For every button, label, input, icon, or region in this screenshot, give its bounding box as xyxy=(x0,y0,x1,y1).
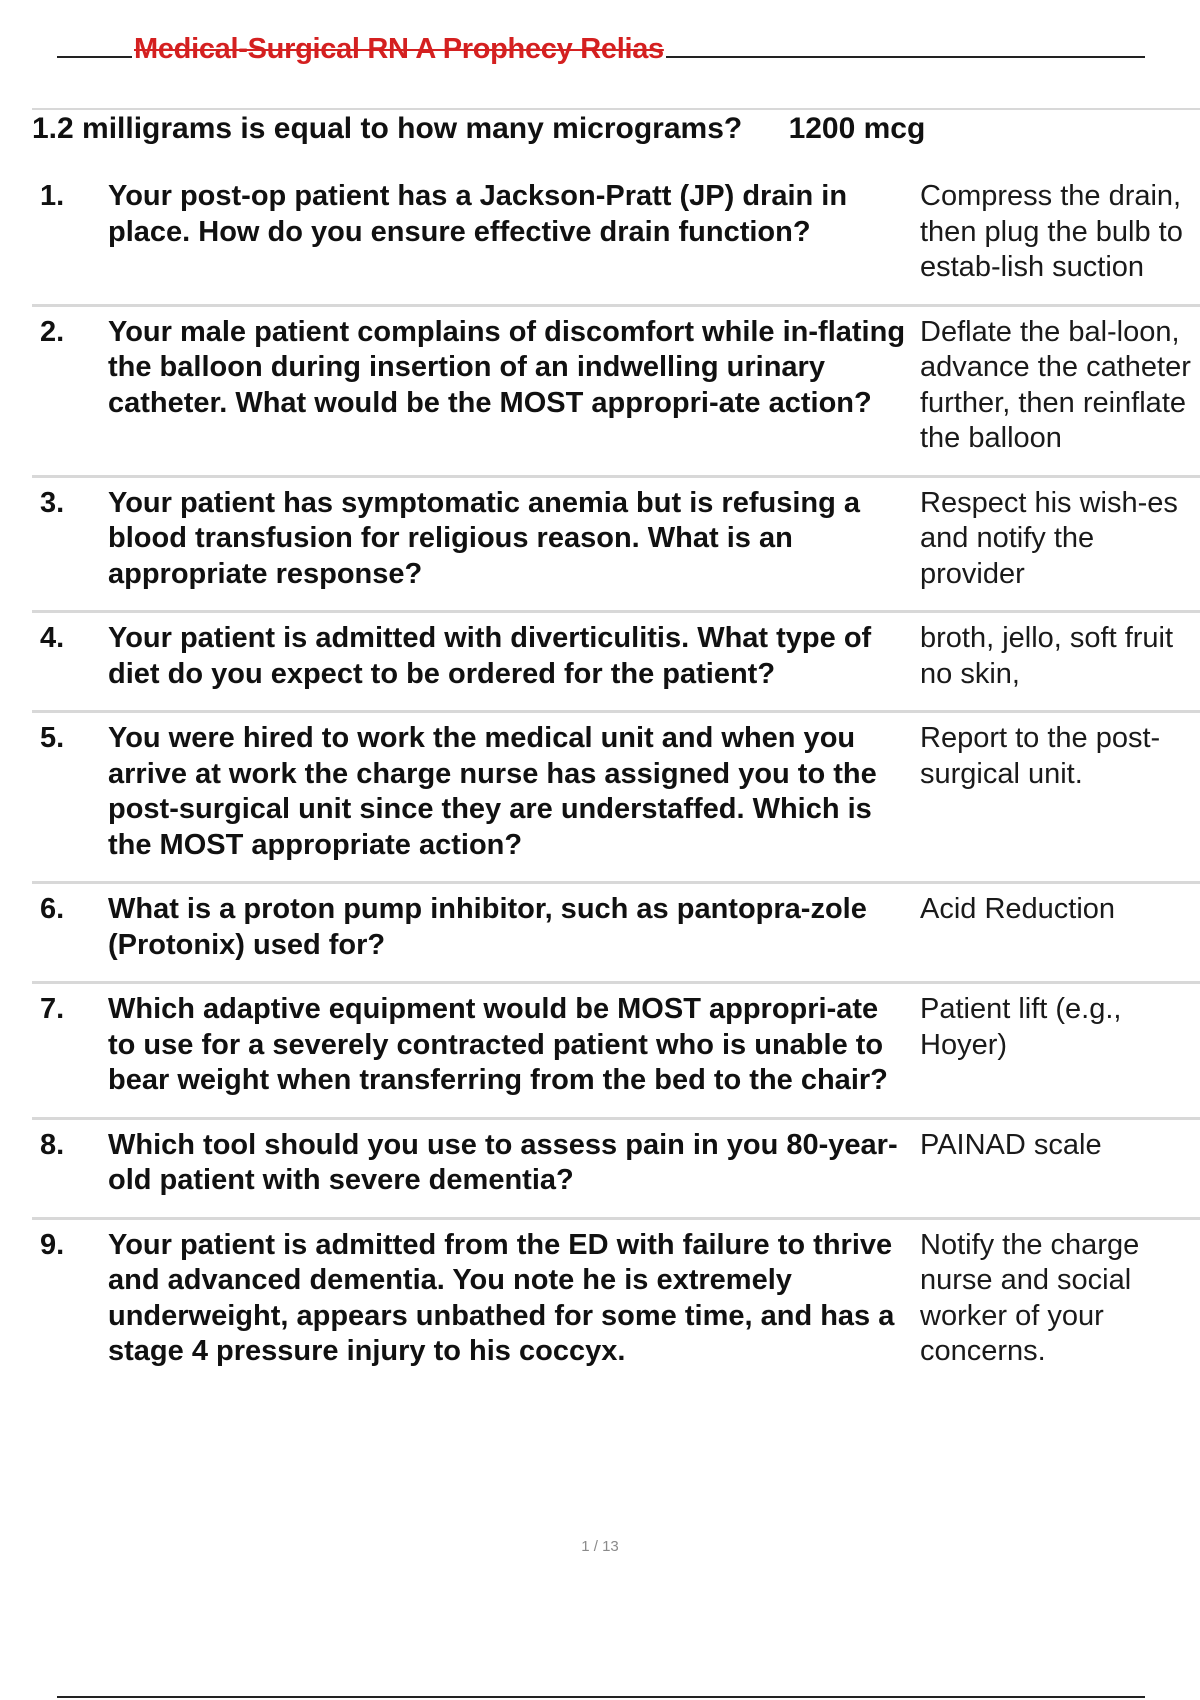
question-number: 1. xyxy=(40,180,65,212)
qa-row xyxy=(32,304,1200,475)
question-text: Which tool should you use to assess pain in you 80-year-old patient with severe dementia? xyxy=(108,1128,898,1196)
answer-text: Patient lift (e.g., Hoyer) xyxy=(920,993,1122,1061)
document-title: Medical-Surgical RN A Prophecy Relias xyxy=(134,33,664,65)
question-number: 9. xyxy=(40,1228,65,1261)
qa-row xyxy=(32,881,1200,981)
answer-text: Report to the post-surgical unit. xyxy=(920,722,1161,790)
answer-text: Respect his wish-es and notify the provider xyxy=(920,486,1178,590)
question-text: Your patient is admitted from the ED with failure to thrive and advanced dementia. You note he is extremely underweight, appears unbathed for some time, and has a stage 4 pressure injury to his coccyx. xyxy=(108,1228,895,1367)
footer-rule xyxy=(57,1696,1145,1698)
answer-text: Deflate the bal-loon, advance the catheter further, then reinflate the balloon xyxy=(920,315,1191,454)
question-text: Your patient has symptomatic anemia but is refusing a blood transfusion for religious reason. What is an appropriate response? xyxy=(108,486,861,590)
question-text: Your male patient complains of discomfort while in-flating the balloon during insertion of an indwelling urinary catheter. What would be the MOST appropri-ate action? xyxy=(108,315,906,419)
intro-question-row xyxy=(32,108,1200,146)
answer-text: Compress the drain, then plug the bulb to estab-lish suction xyxy=(920,180,1183,283)
question-number: 3. xyxy=(40,486,65,519)
question-text: Your patient is admitted with diverticulitis. What type of diet do you expect to be ordered for the patient? xyxy=(108,622,872,690)
answer-text: PAINAD scale xyxy=(920,1128,1102,1161)
question-number: 2. xyxy=(40,315,65,348)
qa-row xyxy=(32,475,1200,611)
answer-text: broth, jello, soft fruit no skin, xyxy=(920,622,1174,690)
question-number: 6. xyxy=(40,893,65,925)
question-text: What is a proton pump inhibitor, such as pantopra-zole (Protonix) used for? xyxy=(108,893,867,961)
qa-row xyxy=(32,179,1200,304)
question-answer-list xyxy=(32,180,1200,1388)
question-number: 7. xyxy=(40,993,65,1025)
qa-row xyxy=(32,981,1200,1117)
qa-row xyxy=(32,1217,1200,1388)
question-text: Your post-op patient has a Jackson-Pratt (JP) drain in place. How do you ensure effective drain function? xyxy=(108,180,848,248)
qa-row xyxy=(32,610,1200,710)
question-text: You were hired to work the medical unit and when you arrive at work the charge nurse has assigned you to the post-surgical unit since they are understaffed. Which is the MOST appropriate action? xyxy=(108,722,877,861)
answer-text: Acid Reduction xyxy=(920,893,1116,925)
qa-row xyxy=(32,710,1200,881)
question-number: 5. xyxy=(40,722,65,754)
answer-text: Notify the charge nurse and social worker of your concerns. xyxy=(920,1228,1140,1367)
question-number: 8. xyxy=(40,1128,65,1161)
intro-answer: 1200 mcg xyxy=(788,112,926,145)
intro-question: 1.2 milligrams is equal to how many micrograms? xyxy=(32,112,743,145)
qa-row xyxy=(32,1117,1200,1217)
question-number: 4. xyxy=(40,622,65,654)
page-indicator: 1 / 13 xyxy=(581,1538,619,1555)
question-text: Which adaptive equipment would be MOST appropri-ate to use for a severely contracted patient who is unable to bear weight when transferring from the bed to the chair? xyxy=(108,993,888,1096)
